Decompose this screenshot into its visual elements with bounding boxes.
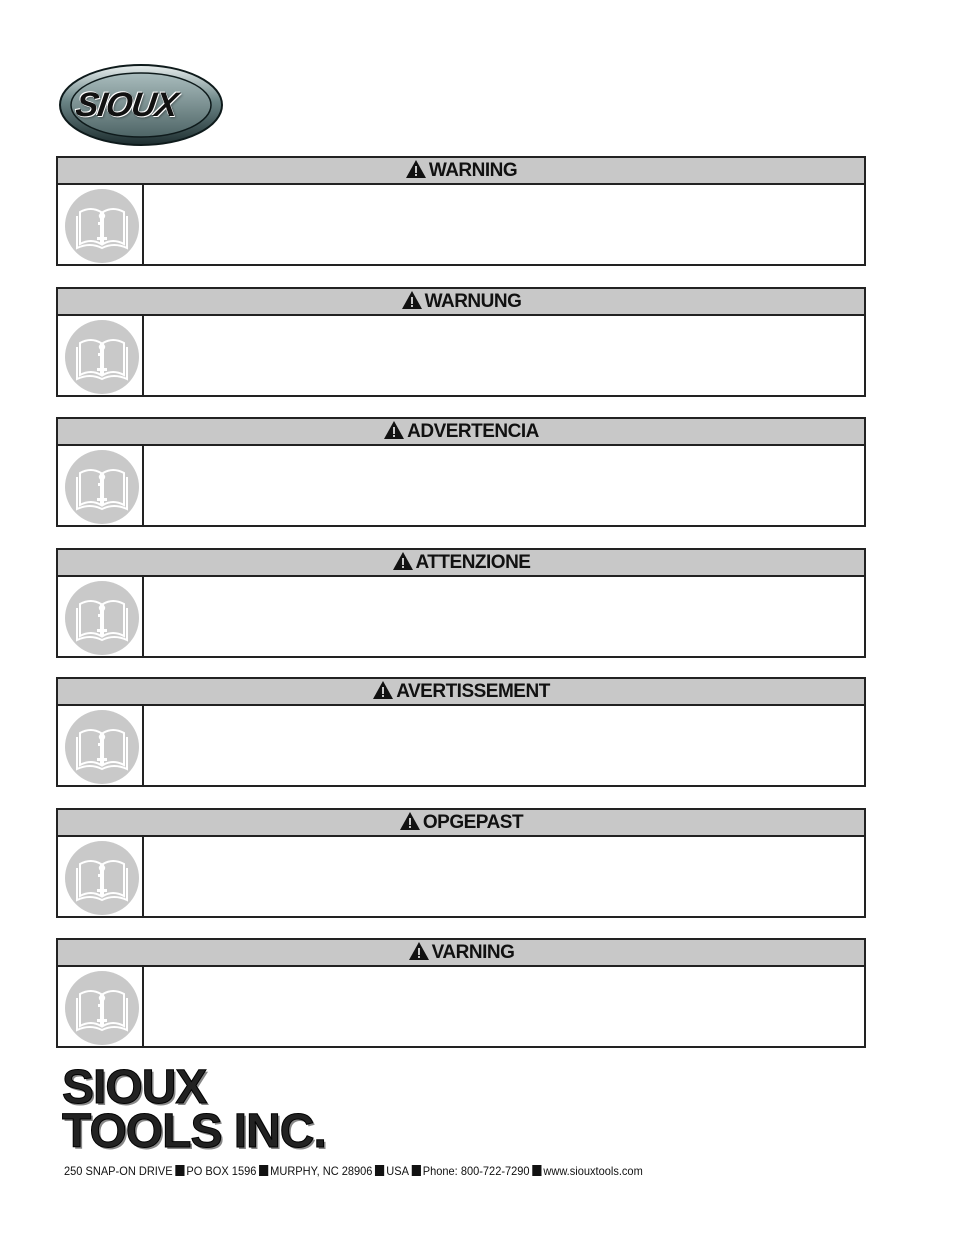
address-street: 250 SNAP-ON DRIVE: [64, 1164, 173, 1178]
warning-header: [58, 158, 864, 185]
separator-square-icon: [375, 1165, 384, 1176]
brand-line-1: SIOUX: [62, 1061, 207, 1114]
warning-box-swedish: [56, 938, 866, 1048]
brand-line-2: TOOLS INC.: [62, 1105, 326, 1158]
warning-box-spanish: [56, 417, 866, 527]
warning-text-area: [144, 706, 864, 785]
warning-triangle-icon: [372, 680, 394, 707]
address-phone: Phone: 800-722-7290: [422, 1164, 530, 1178]
separator-square-icon: [259, 1165, 268, 1176]
warning-triangle-icon: [399, 811, 421, 838]
warning-box-dutch: [56, 808, 866, 918]
manual-icon-cell: [58, 577, 144, 656]
read-manual-icon: [64, 449, 140, 525]
warning-title: ADVERTENCIA: [407, 421, 539, 442]
warning-header: [58, 419, 864, 446]
warning-triangle-icon: [383, 420, 405, 447]
warning-triangle-icon: [401, 290, 423, 317]
manual-icon-cell: [58, 316, 144, 395]
warning-box-french: [56, 677, 866, 787]
warning-header: [58, 810, 864, 837]
address-city: MURPHY, NC 28906: [270, 1164, 373, 1178]
read-manual-icon: [64, 840, 140, 916]
read-manual-icon: [64, 188, 140, 264]
warning-header: [58, 940, 864, 967]
manual-icon-cell: [58, 185, 144, 264]
separator-square-icon: [175, 1165, 184, 1176]
read-manual-icon: [64, 319, 140, 395]
warning-triangle-icon: [405, 159, 427, 186]
sioux-logo: [58, 62, 224, 148]
warning-text-area: [144, 837, 864, 916]
footer-address: [64, 1163, 643, 1179]
warning-text-area: [144, 446, 864, 525]
warning-header: [58, 550, 864, 577]
warning-title: OPGEPAST: [422, 812, 524, 833]
manual-icon-cell: [58, 446, 144, 525]
warning-box-italian: [56, 548, 866, 658]
warning-box-english: [56, 156, 866, 266]
logo-wordmark: SIOUX: [73, 86, 180, 124]
separator-square-icon: [532, 1165, 541, 1176]
read-manual-icon: [64, 580, 140, 656]
warning-text-area: [144, 967, 864, 1046]
read-manual-icon: [64, 709, 140, 785]
warning-text-area: [144, 577, 864, 656]
manual-icon-cell: [58, 967, 144, 1046]
warning-triangle-icon: [392, 551, 414, 578]
manual-icon-cell: [58, 837, 144, 916]
warning-title: AVERTISSEMENT: [396, 681, 550, 702]
manual-icon-cell: [58, 706, 144, 785]
address-po-box: PO BOX 1596: [186, 1164, 257, 1178]
footer-brand: [62, 1062, 402, 1158]
warning-title: VARNING: [431, 942, 515, 963]
warning-title: ATTENZIONE: [415, 552, 531, 573]
warning-box-german: [56, 287, 866, 397]
warning-header: [58, 679, 864, 706]
warning-title: WARNING: [428, 160, 518, 181]
warning-title: WARNUNG: [424, 291, 522, 312]
read-manual-icon: [64, 970, 140, 1046]
warning-triangle-icon: [408, 941, 430, 968]
address-website[interactable]: www.siouxtools.com: [543, 1164, 643, 1178]
warning-text-area: [144, 185, 864, 264]
warning-header: [58, 289, 864, 316]
separator-square-icon: [412, 1165, 421, 1176]
address-country: USA: [386, 1164, 409, 1178]
warning-text-area: [144, 316, 864, 395]
